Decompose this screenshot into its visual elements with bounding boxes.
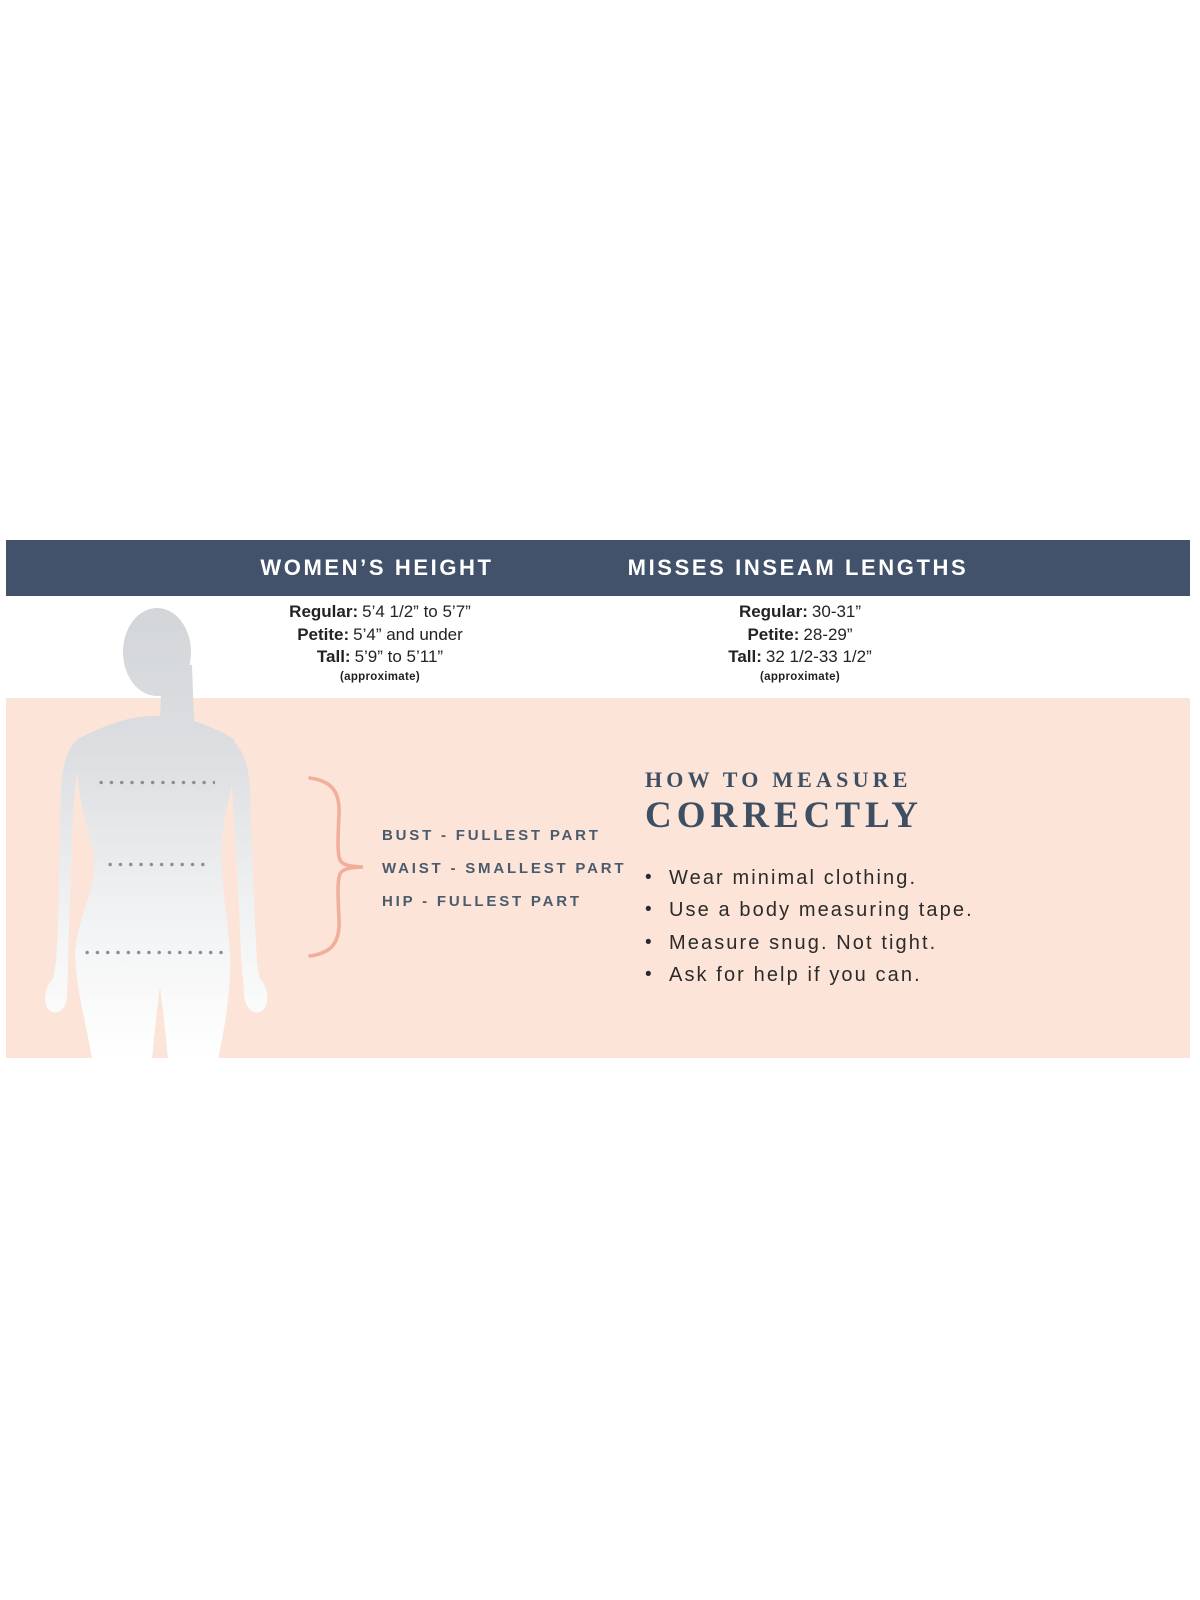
- hip-dotted-line: [82, 950, 228, 955]
- row-value: 5’4 1/2” to 5’7”: [362, 602, 471, 621]
- tip-item: • Measure snug. Not tight.: [642, 927, 974, 959]
- tip-item: • Wear minimal clothing.: [642, 862, 974, 894]
- silhouette-neck: [160, 662, 194, 722]
- approximate-note: (approximate): [760, 670, 840, 683]
- waist-dotted-line: [105, 862, 205, 867]
- inseam-row-regular: [640, 601, 960, 624]
- row-value: 5’9” to 5’11”: [354, 647, 444, 666]
- approximate-note: (approximate): [340, 670, 420, 683]
- row-label: Tall:: [316, 647, 351, 666]
- inseam-row-tall: [640, 646, 960, 669]
- row-label: Petite:: [747, 624, 800, 644]
- table-header-bar: [6, 540, 1190, 596]
- row-value: 5’4” and under: [353, 624, 463, 644]
- row-label: Tall:: [728, 647, 762, 666]
- bust-label: BUST - FULLEST PART: [382, 827, 601, 844]
- row-label: Regular:: [289, 602, 359, 621]
- row-value: 32 1/2-33 1/2”: [765, 647, 872, 666]
- hip-label: HIP - FULLEST PART: [382, 893, 582, 910]
- heading-line-1: HOW TO MEASURE: [645, 767, 912, 792]
- heading-line-2: CORRECTLY: [645, 795, 924, 836]
- misses-inseam-info: [640, 601, 960, 683]
- row-label: Petite:: [297, 624, 350, 644]
- row-value: 30-31”: [811, 602, 862, 621]
- row-value: 28-29”: [803, 624, 853, 644]
- curly-brace-icon: [303, 772, 371, 962]
- row-label: Regular:: [738, 602, 808, 621]
- measuring-tips-list: [642, 862, 974, 992]
- inseam-row-petite: [640, 624, 960, 647]
- height-row-regular: [220, 601, 540, 624]
- womens-height-header: WOMEN’S HEIGHT: [260, 555, 494, 580]
- how-to-measure-heading: [645, 768, 923, 835]
- waist-label: WAIST - SMALLEST PART: [382, 860, 627, 877]
- height-row-petite: [220, 624, 540, 647]
- womens-height-info: [220, 601, 540, 683]
- silhouette-torso-legs: [75, 716, 235, 1059]
- tip-item: • Use a body measuring tape.: [642, 894, 974, 926]
- bust-dotted-line: [96, 780, 215, 785]
- misses-inseam-header: MISSES INSEAM LENGTHS: [627, 555, 969, 580]
- tip-item: • Ask for help if you can.: [642, 959, 974, 991]
- height-row-tall: [220, 646, 540, 669]
